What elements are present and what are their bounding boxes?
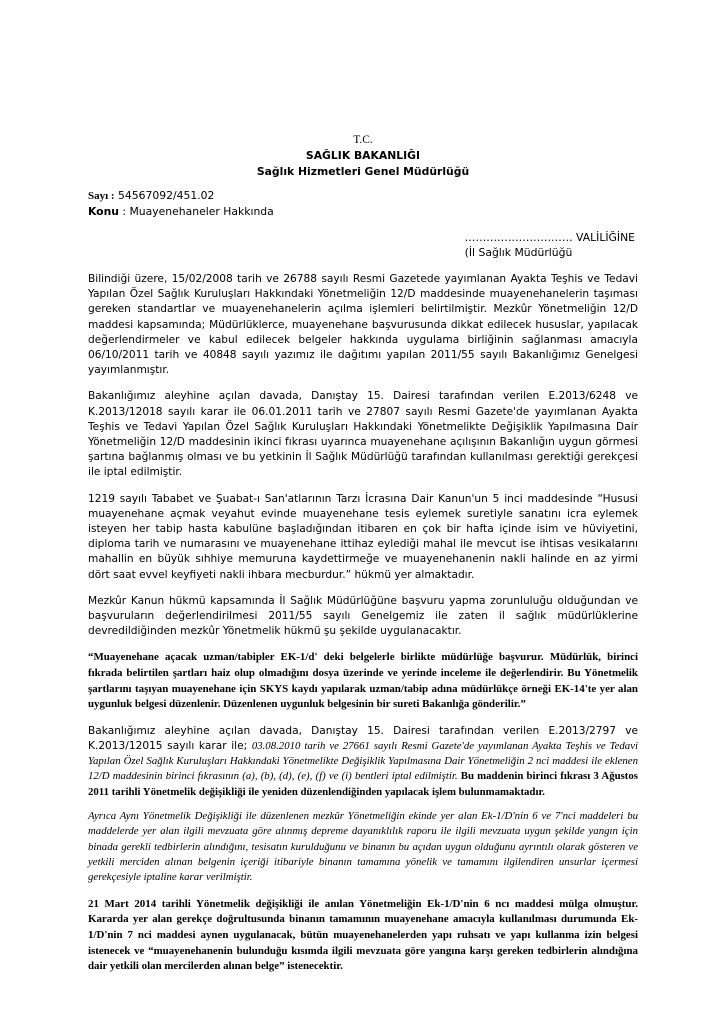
paragraph-4: Mezkûr Kanun hükmü kapsamında İl Sağlık Müdürlüğüne başvuru yapma zorunluluğu olduğundan ve başvuruların değerlendirilmesi 2011/55 sayılı Genelgemiz ile zaten il sağlık müdürlüklerine devredildiğinden mezkûr Yönetmelik hükmü şu şekilde uygulanacaktır. <box>88 594 638 638</box>
konu-label: Konu <box>88 205 119 218</box>
header-tc: T.C. <box>353 134 373 146</box>
header-directorate: Sağlık Hizmetleri Genel Müdürlüğü <box>256 165 470 178</box>
addressee-line1: ………………………… VALİLİĞİNE <box>464 231 635 244</box>
paragraph-1: Bilindiği üzere, 15/02/2008 tarih ve 26788 sayılı Resmi Gazetede yayımlanan Ayakta Teşhis ve Tedavi Yapılan Özel Sağlık Kuruluşları Hakkındaki Yönetmeliğin 12/D maddesinde muayenehanelerin taşıması gereken standartlar ve muayenehanelerin açılma işlemleri belirtilmiştir. Mezkûr Yönetmeliğin 12/D maddesi kapsamında; Müdürlüklerce, muayenehane başvurusunda dikkat edilecek hususlar, yapılacak değerlendirmeler ve kabul edilecek belgeler hakkında uygulama birliğinin sağlanması amacıyla 06/10/2011 tarih ve 40848 sayılı yazımız ile dağıtımı yapılan 2011/55 sayılı Bakanlığımız Genelgesi yayımlanmıştır. <box>88 273 638 377</box>
paragraph-5-quote: “Muayenehane açacak uzman/tabipler EK-1/d' deki belgelerle birlikte müdürlüğe başvurur. Müdürlük, birinci fıkrada belirtilen şartları haiz olup olmadığını dosya üzerinde ve yerinde inceleme ile değerlendirir. Bu Yönetmelik şartlarını taşıyan muayenehane için SKYS kaydı yapılarak uzman/tabip adına müdürlükçe örneği EK-14'te yer alan uygunluk belgesi düzenlenir. Düzenlenen uygunluk belgesinin bir sureti Bakanlığa gönderilir.” <box>88 651 638 711</box>
paragraph-8: 21 Mart 2014 tarihli Yönetmelik değişikliği ile anılan Yönetmeliğin Ek-1/D'nin 6 ncı maddesi mülga olmuştur. Kararda yer alan gerekçe doğrultusunda binanın tamamının muayenehane amacıyla kullanılması durumunda Ek-1/D'nin 7 nci maddesi aynen uygulanacak, bütün muayenehanelerden yapı ruhsatı ve yapı kullanma izin belgesi istenecek ve “muayenehanenin bulunduğu kısımda ilgili mevzuata göre yangına karşı gereken tedbirlerin alındığına dair yetkili olan mercilerden alınan belge” istenecektir. <box>88 897 638 973</box>
document-page <box>88 132 638 975</box>
document-meta <box>88 188 638 220</box>
paragraph-6-bold: Bu maddenin birinci fıkrası 3 Ağustos 2011 tarihli Yönetmelik değişikliği ile yeniden düzenlendiğinden yapılacak işlem bulunmamaktadır. <box>88 770 639 798</box>
header-ministry: SAĞLIK BAKANLIĞI <box>305 149 421 162</box>
konu-value: : Muayenehaneler Hakkında <box>118 205 274 218</box>
addressee <box>88 230 638 260</box>
konu-line <box>88 204 638 220</box>
paragraph-2: Bakanlığımız aleyhine açılan davada, Danıştay 15. Dairesi tarafından verilen E.2013/6248 ve K.2013/12018 sayılı karar ile 06.01.2011 tarih ve 27807 sayılı Resmi Gazete'de yayımlanan Ayakta Teşhis ve Tedavi Yapılan Özel Sağlık Kuruluşları Hakkındaki Yönetmelikte Değişiklik Yapılmasına Dair Yönetmeliğin 12/D maddesinin ikinci fıkrası uyarınca muayenehane açılışının Bakanlığın uygun görmesi şartına bağlanmış olması ve bu yetkinin İl Sağlık Müdürlüğü tarafından kullanılması gerektiği gerekçesi ile iptal edilmiştir. <box>88 390 638 479</box>
paragraph-6 <box>88 724 638 800</box>
paragraph-7: Ayrıca Aynı Yönetmelik Değişikliği ile düzenlenen mezkûr Yönetmeliğin ekinde yer alan Ek-1/D'nin 6 ve 7'nci maddeleri bu maddelerde yer alan ilgili mevzuata göre alınmış depreme dayanıklılık raporu ile ilgili mevzuata uygun şekilde yangın için binada gerekli tedbirlerin alındığını, tesisatın kurulduğunu ve binanın bu açıdan uygun olduğunu ayrıntılı olarak gösteren ve yetkili merciden alınan belgenin içeriği itibariyle binanın tamamına yönelik ve tamamını ilgilendiren unsurlar içermesi gerekçesiyle iptaline karar verilmiştir. <box>88 809 638 884</box>
sayi-value: 54567092/451.02 <box>114 189 215 202</box>
paragraph-3: 1219 sayılı Tababet ve Şuabat-ı San'atlarının Tarzı İcrasına Dair Kanun'un 5 inci maddesinde “Hususi muayenehane açmak veyahut evinde muayenehane tesis eylemek suretiyle sanatını icra eylemek isteyen her tabip hasta kabulüne başladığından itibaren en çok bir hafta içinde isim ve hüviyetini, diploma tarih ve numarasını ve muayenehane ittihaz eylediği mahal ile mevcut ise ihtisas vesikalarını mahallin en büyük sıhhiye memuruna kaydettirmeğe ve muayenehanenin nakli halinde en az yirmi dört saat evvel keyfiyeti nakli ihbara mecburdur.” hükmü yer almaktadır. <box>88 492 638 581</box>
document-header <box>88 132 638 180</box>
sayi-label: Sayı : <box>88 190 115 202</box>
addressee-line2: (İl Sağlık Müdürlüğü <box>464 246 573 259</box>
paragraph-6-plain: Bakanlığımız aleyhine açılan davada, Danıştay 15. Dairesi tarafından verilen E.2013/2797 ve K.2013/12015 sayılı karar ile; <box>88 724 638 753</box>
paragraph-6-italic: 03.08.2010 tarih ve 27661 sayılı Resmi Gazete'de yayımlanan Ayakta Teşhis ve Tedavi Yapılan Özel Sağlık Kuruluşları Hakkındaki Yönetmelikte Değişiklik Yapılmasına Dair Yönetmeliğin 2 nci maddesi ile eklenen 12/D maddesinin birinci fıkrasının (a), (b), (d), (e), (f) ve (i) bentleri iptal edilmiştir. <box>88 740 638 783</box>
sayi-line <box>88 188 638 204</box>
